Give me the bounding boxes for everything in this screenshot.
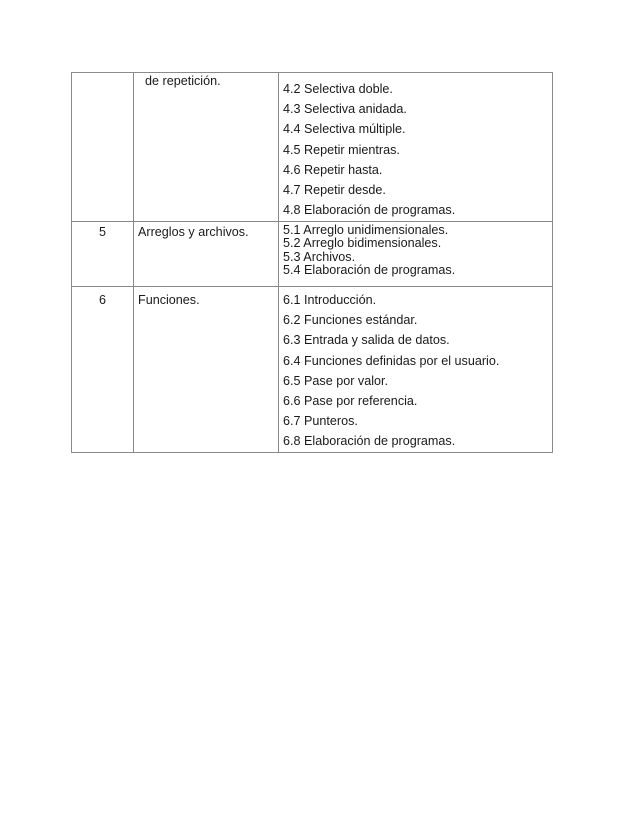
topic-item: 6.6 Pase por referencia. <box>283 394 418 409</box>
table-row <box>72 222 553 287</box>
topic-item: 5.3 Archivos. <box>283 249 356 264</box>
topic-item: 5.2 Arreglo bidimensionales. <box>283 236 442 251</box>
unit-number-cell: 6 <box>72 287 134 453</box>
topic-item: 6.7 Punteros. <box>283 414 358 429</box>
topic-item: 5.1 Arreglo unidimensionales. <box>283 223 449 237</box>
topic-item: 4.3 Selectiva anidada. <box>283 102 407 117</box>
topic-item: 4.8 Elaboración de programas. <box>283 203 456 218</box>
topic-item: 4.2 Selectiva doble. <box>283 82 393 96</box>
unit-name-cell: de repetición. <box>134 73 279 222</box>
unit-number-cell: 5 <box>72 222 134 287</box>
table-row <box>72 287 553 453</box>
syllabus-table <box>71 72 553 453</box>
topic-item: 6.8 Elaboración de programas. <box>283 434 456 449</box>
topic-item: 4.7 Repetir desde. <box>283 183 386 198</box>
topic-item: 6.1 Introducción. <box>283 293 377 307</box>
topic-item: 6.3 Entrada y salida de datos. <box>283 333 450 348</box>
topics-cell <box>279 73 553 222</box>
topic-item: 4.5 Repetir mientras. <box>283 142 400 157</box>
topic-item: 6.2 Funciones estándar. <box>283 313 418 328</box>
topic-item: 4.4 Selectiva múltiple. <box>283 122 406 137</box>
table-row <box>72 73 553 222</box>
unit-name-cell: Funciones. <box>134 287 279 453</box>
topics-cell <box>279 287 553 453</box>
unit-name-cell: Arreglos y archivos. <box>134 222 279 287</box>
topic-item: 6.4 Funciones definidas por el usuario. <box>283 353 500 368</box>
unit-number-cell <box>72 73 134 222</box>
topics-cell <box>279 222 553 287</box>
topic-item: 4.6 Repetir hasta. <box>283 162 383 177</box>
topic-item: 6.5 Pase por valor. <box>283 373 389 388</box>
topic-item: 5.4 Elaboración de programas. <box>283 263 456 278</box>
